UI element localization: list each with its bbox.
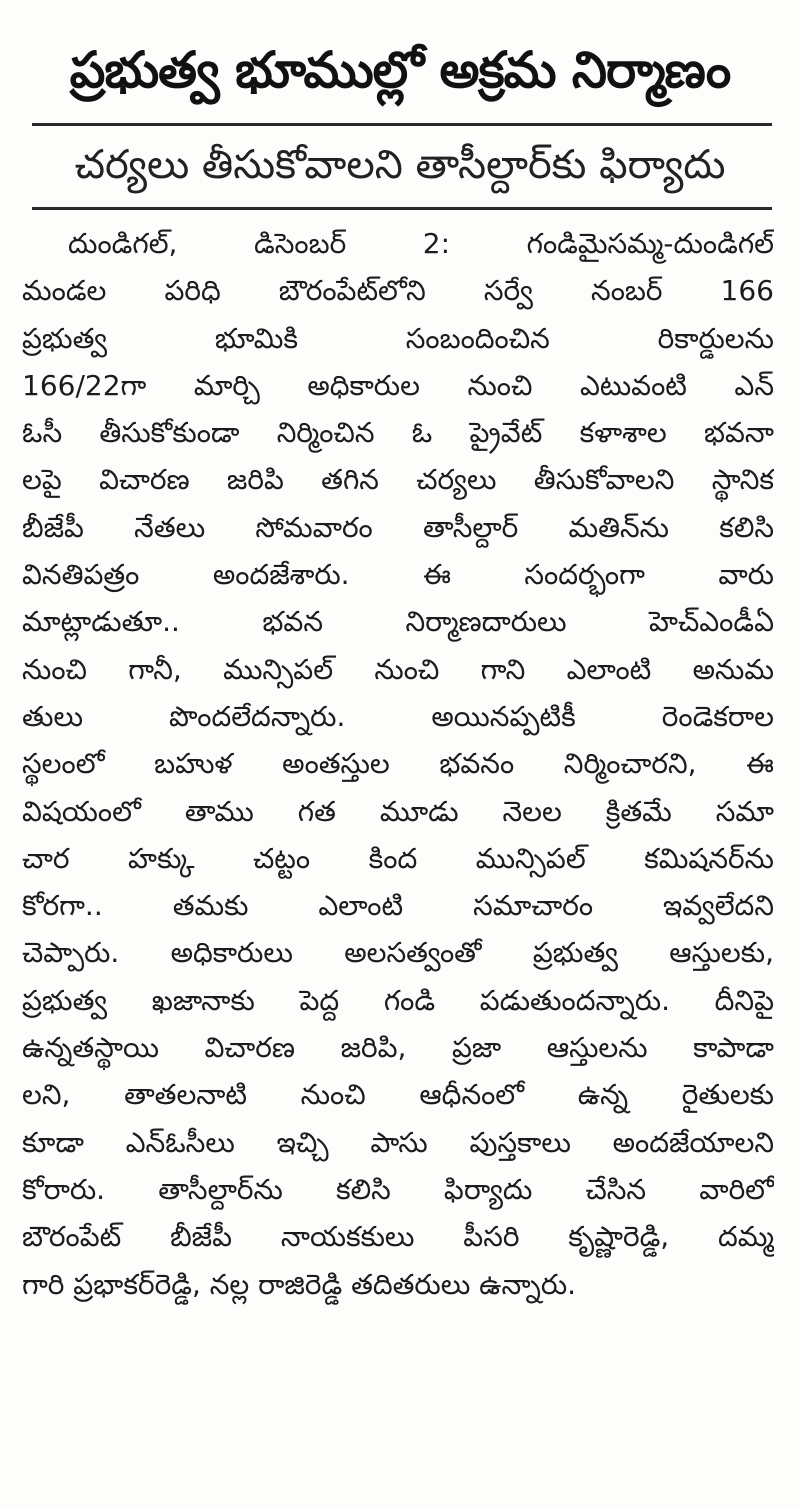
body-line: ఓసీ తీసుకోకుండా నిర్మించిన ఓ ప్రైవేట్ కళాశాల భవనా — [22, 416, 774, 450]
body-line: దుండిగల్, డిసెంబర్ 2: గండిమైసమ్మ-దుండిగల్ — [68, 227, 774, 260]
body-line: ప్రభుత్వ ఖజానాకు పెద్ద గండి పడుతుందన్నారు. దీనిపై — [22, 983, 774, 1017]
article-body — [22, 220, 774, 1308]
body-line: నుంచి గానీ, మున్సిపల్ నుంచి గాని ఎలాంటి అనుమ — [22, 652, 774, 686]
subheadline-top-rule — [32, 123, 772, 126]
body-line: బీజేపీ నేతలు సోమవారం తాసీల్దార్ మతిన్‌ను కలిసి — [22, 510, 774, 544]
body-line: కోరారు. తాసీల్దార్‌ను కలిసి ఫిర్యాదు చేసిన వారిలో — [22, 1172, 774, 1206]
body-line: తులు పొందలేదన్నారు. అయినప్పటికీ రెండెకరాల — [22, 699, 774, 733]
headline: ప్రభుత్వ భూముల్లో అక్రమ నిర్మాణం — [69, 41, 731, 99]
body-line: ప్రభుత్వ భూమికి సంబందించిన రికార్డులను — [22, 321, 774, 355]
body-line: 166/22గా మార్చి అధికారుల నుంచి ఎటువంటి ఎన్ — [22, 368, 774, 402]
body-line: లపై విచారణ జరిపి తగిన చర్యలు తీసుకోవాలని స్థానిక — [22, 463, 774, 497]
subheadline: చర్యలు తీసుకోవాలని తాసీల్దార్‌కు ఫిర్యాదు — [74, 142, 726, 188]
body-line: లని, తాతలనాటి నుంచి ఆధీనంలో ఉన్న రైతులకు — [22, 1078, 774, 1112]
body-line: గారి ప్రభాకర్‌రెడ్డి, నల్ల రాజిరెడ్డి తదితరులు ఉన్నారు. — [22, 1267, 577, 1301]
body-line: మండల పరిధి బౌరంపేట్‌లోని సర్వే నంబర్ 166 — [22, 274, 774, 308]
body-line: ఉన్నతస్థాయి విచారణ జరిపి, ప్రజా ఆస్తులను కాపాడా — [22, 1031, 774, 1065]
body-line: చెప్పారు. అధికారులు అలసత్వంతో ప్రభుత్వ ఆస్తులకు, — [22, 936, 774, 970]
body-line: స్థలంలో బహుళ అంతస్తుల భవనం నిర్మించారని, ఈ — [22, 747, 774, 781]
body-line: కోరగా.. తమకు ఎలాంటి సమాచారం ఇవ్వలేదని — [22, 889, 774, 923]
body-line: చార హక్కు చట్టం కింద మున్సిపల్ కమిషనర్‌ను — [22, 841, 774, 875]
body-line: విషయంలో తాము గత మూడు నెలల క్రితమే సమా — [22, 794, 774, 828]
subheadline-bottom-rule — [32, 207, 772, 210]
body-line: బౌరంపేట్ బీజేపీ నాయకకులు పీసరి కృష్ణారెడ్డి, దమ్మ — [22, 1220, 774, 1254]
body-line: వినతిపత్రం అందజేశారు. ఈ సందర్భంగా వారు — [22, 558, 774, 592]
body-line: కూడా ఎన్ఓసీలు ఇచ్చి పాసు పుస్తకాలు అందజేయాలని — [22, 1125, 774, 1159]
body-line: మాట్లాడుతూ.. భవన నిర్మాణదారులు హెచ్ఎండీఏ — [22, 605, 774, 639]
